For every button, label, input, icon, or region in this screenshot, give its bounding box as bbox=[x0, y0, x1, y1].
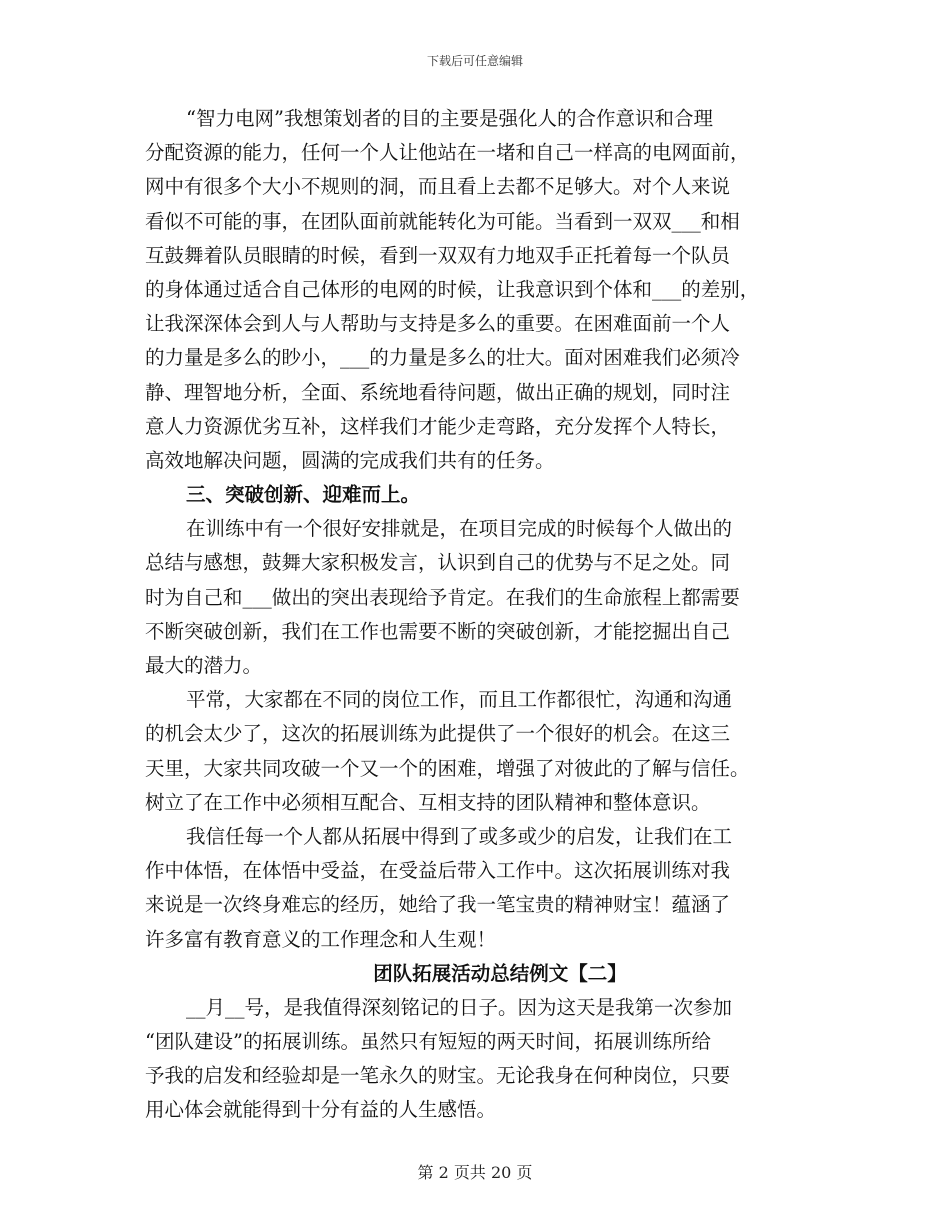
paragraph-line: “团队建设”的拓展训练。虽然只有短短的两天时间，拓展训练所给 bbox=[145, 1030, 711, 1054]
paragraph-line: 最大的潜力。 bbox=[145, 654, 263, 677]
paragraph-line: 许多富有教育意义的工作理念和人生观！ bbox=[145, 927, 497, 951]
paragraph-line: 我信任每一个人都从拓展中得到了或多或少的启发，让我们在工 bbox=[186, 824, 733, 848]
section-title: 团队拓展活动总结例文【二】 bbox=[373, 961, 627, 985]
paragraph-line: 网中有很多个大小不规则的洞，而且看上去都不足够大。对个人来说 bbox=[145, 175, 731, 199]
paragraph-line: 分配资源的能力，任何一个人让他站在一堵和自己一样高的电网面前， bbox=[145, 141, 750, 165]
paragraph-line: 时为自己和___做出的突出表现给予肯定。在我们的生命旅程上都需要 bbox=[145, 585, 740, 609]
paragraph-line: 看似不可能的事，在团队面前就能转化为可能。当看到一双双___和相 bbox=[145, 209, 740, 233]
document-body bbox=[145, 102, 815, 1128]
paragraph-line: 总结与感想，鼓舞大家积极发言，认识到自己的优势与不足之处。同 bbox=[145, 551, 731, 575]
page-number-footer: 第 2 页共 20 页 bbox=[417, 1163, 533, 1182]
paragraph-line: 平常，大家都在不同的岗位工作，而且工作都很忙，沟通和沟通 bbox=[186, 688, 733, 712]
paragraph-line: 高效地解决问题，圆满的完成我们共有的任务。 bbox=[145, 448, 555, 472]
paragraph-line: 来说是一次终身难忘的经历，她给了我一笔宝贵的精神财宝！蕴涵了 bbox=[145, 893, 731, 917]
paragraph-line: 的力量是多么的眇小，___的力量是多么的壮大。面对困难我们必须冷 bbox=[145, 346, 740, 370]
section-heading: 三、突破创新、迎难而上。 bbox=[186, 483, 421, 507]
paragraph-line: 在训练中有一个很好安排就是，在项目完成的时候每个人做出的 bbox=[186, 517, 733, 541]
paragraph-line: 用心体会就能得到十分有益的人生感悟。 bbox=[145, 1098, 497, 1122]
paragraph-line: 的机会太少了，这次的拓展训练为此提供了一个很好的机会。在这三 bbox=[145, 722, 731, 746]
paragraph-line: 予我的启发和经验却是一笔永久的财宝。无论我身在何种岗位，只要 bbox=[145, 1064, 731, 1088]
paragraph-line: 不断突破创新，我们在工作也需要不断的突破创新，才能挖掘出自己 bbox=[145, 619, 731, 643]
paragraph-line: “智力电网”我想策划者的目的主要是强化人的合作意识和合理 bbox=[186, 107, 713, 130]
paragraph-line: 的身体通过适合自己体形的电网的时候，让我意识到个体和___的差别， bbox=[145, 277, 760, 301]
paragraph-line: 让我深深体会到人与人帮助与支持是多么的重要。在困难面前一个人 bbox=[145, 312, 731, 336]
paragraph-line: 树立了在工作中必须相互配合、互相支持的团队精神和整体意识。 bbox=[145, 790, 711, 814]
paragraph-line: 互鼓舞着队员眼睛的时候，看到一双双有力地双手正托着每一个队员 bbox=[145, 243, 731, 267]
paragraph-line: 作中体悟，在体悟中受益，在受益后带入工作中。这次拓展训练对我 bbox=[145, 859, 731, 883]
paragraph-line: 意人力资源优劣互补，这样我们才能少走弯路，充分发挥个人特长， bbox=[145, 414, 731, 438]
paragraph-line: 天里，大家共同攻破一个又一个的困难，增强了对彼此的了解与信任。 bbox=[145, 756, 750, 780]
paragraph-line: __月__号，是我值得深刻铭记的日子。因为这天是我第一次参加 bbox=[186, 995, 733, 1019]
header-note: 下载后可任意编辑 bbox=[426, 54, 523, 68]
paragraph-line: 静、理智地分析，全面、系统地看待问题，做出正确的规划，同时注 bbox=[145, 380, 731, 404]
